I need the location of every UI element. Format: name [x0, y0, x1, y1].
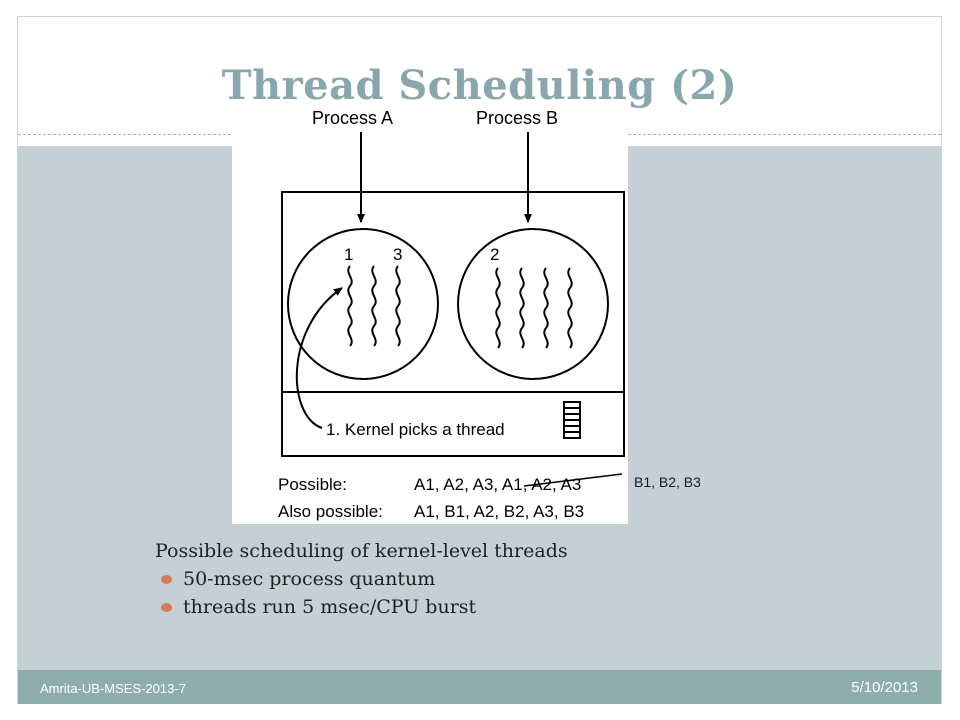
thread-number-b2: 2 [490, 245, 500, 264]
thread-number-a1: 1 [344, 245, 354, 264]
possible-value: A1, A2, A3, A1, A2, A3 [414, 475, 582, 494]
kernel-caption: 1. Kernel picks a thread [326, 420, 505, 439]
bullet-item [155, 568, 568, 590]
slide-title: Thread Scheduling (2) [221, 62, 738, 109]
scheduling-diagram-svg [232, 98, 628, 524]
thread-number-a3: 3 [393, 245, 403, 264]
footer-date: 5/10/2013 [851, 679, 918, 696]
thread-squiggle-a2 [372, 266, 375, 346]
thread-squiggle-b4 [568, 268, 571, 348]
thread-squiggle-b3 [544, 268, 547, 348]
footer-course-id: Amrita-UB-MSES-2013-7 [40, 681, 186, 696]
thread-squiggle-a1 [348, 266, 351, 346]
thread-table-icon [564, 402, 580, 438]
also-possible-label: Also possible: [278, 502, 383, 521]
thread-squiggle-b1 [496, 268, 499, 348]
process-a-circle [288, 229, 438, 379]
bullet-item [155, 596, 568, 618]
bullet-dot [161, 575, 172, 584]
process-b-label: Process B [476, 108, 559, 128]
thread-squiggle-b2 [520, 268, 523, 348]
body-text-block [155, 540, 568, 624]
kernel-pick-arrow [297, 288, 342, 428]
possible-label: Possible: [278, 475, 347, 494]
bullet-dot [161, 603, 172, 612]
scheduling-diagram [232, 98, 628, 524]
body-heading: Possible scheduling of kernel-level threads [155, 540, 568, 562]
process-a-label: Process A [312, 108, 394, 128]
process-b-circle [458, 229, 608, 379]
side-annotation: B1, B2, B3 [634, 474, 701, 490]
bullet-text: threads run 5 msec/CPU burst [183, 596, 477, 618]
also-possible-value: A1, B1, A2, B2, A3, B3 [414, 502, 585, 521]
thread-squiggle-a3 [396, 266, 399, 346]
bullet-list [155, 568, 568, 618]
bullet-text: 50-msec process quantum [183, 568, 436, 590]
